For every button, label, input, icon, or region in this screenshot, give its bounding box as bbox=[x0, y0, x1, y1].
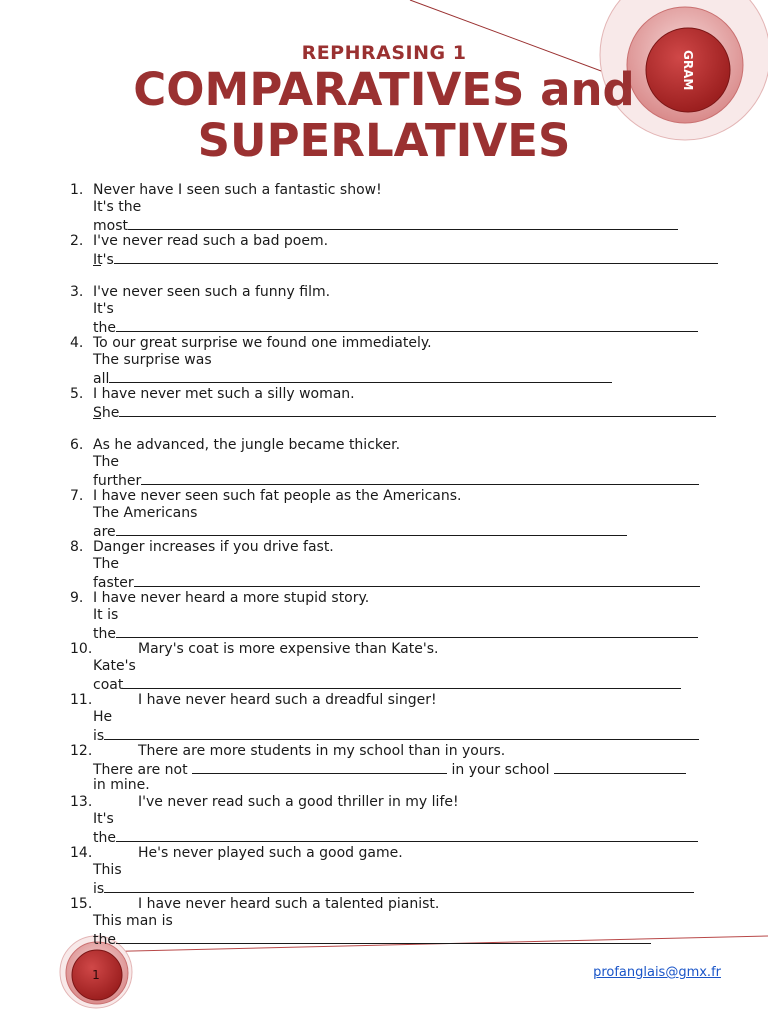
exercise-question: He's never played such a good game. bbox=[138, 845, 403, 861]
answer-prompt: all bbox=[93, 371, 110, 387]
exercise-question: I have never heard a more stupid story. bbox=[93, 590, 370, 606]
exercise-number: 15. bbox=[70, 896, 93, 912]
worksheet-title bbox=[0, 64, 768, 166]
exercise-question: Danger increases if you drive fast. bbox=[93, 539, 334, 555]
answer-prompt: Kate's bbox=[93, 658, 136, 674]
answer-prompt: is bbox=[93, 728, 105, 744]
exercise-number: 10. bbox=[70, 641, 93, 657]
answer-prompt: the bbox=[93, 830, 116, 846]
exercise-number: 9. bbox=[70, 590, 84, 606]
page-number: 1 bbox=[92, 968, 100, 982]
answer-line-wrap bbox=[93, 418, 101, 419]
answer-prompt: This man is bbox=[93, 913, 173, 929]
exercise-number: 8. bbox=[70, 539, 84, 555]
answer-line[interactable] bbox=[93, 930, 651, 949]
worksheet-subtitle: REPHRASING 1 bbox=[301, 42, 467, 64]
exercise-number: 3. bbox=[70, 284, 84, 300]
answer-prompt: There are not bbox=[93, 762, 188, 778]
exercise-question: I have never seen such fat people as the Americans. bbox=[93, 488, 462, 504]
answer-prompt: She bbox=[93, 405, 120, 421]
answer-prompt: It's bbox=[93, 811, 114, 827]
gram-badge-label: GRAM bbox=[681, 49, 695, 91]
exercise-number: 7. bbox=[70, 488, 84, 504]
exercise-question: I've never read such a bad poem. bbox=[93, 233, 329, 249]
exercise-number: 14. bbox=[70, 845, 93, 861]
exercise-question: I have never heard such a dreadful singer! bbox=[138, 692, 437, 708]
title-line-2: SUPERLATIVES bbox=[197, 114, 571, 167]
answer-prompt: It is bbox=[93, 607, 119, 623]
exercise-question: As he advanced, the jungle became thicker. bbox=[93, 437, 401, 453]
answer-prompt: faster bbox=[93, 575, 134, 591]
answer-prompt: The surprise was bbox=[93, 352, 212, 368]
answer-prompt: in your school bbox=[451, 762, 550, 778]
answer-prompt: coat bbox=[93, 677, 124, 693]
exercise-question: I've never seen such a funny film. bbox=[93, 284, 331, 300]
exercise-number: 12. bbox=[70, 743, 93, 759]
answer-prompt: the bbox=[93, 932, 116, 948]
answer-line[interactable] bbox=[93, 250, 718, 269]
answer-prompt: most bbox=[93, 218, 128, 234]
answer-prompt: He bbox=[93, 709, 113, 725]
answer-line-wrap bbox=[93, 265, 101, 266]
answer-prompt: It's bbox=[93, 301, 114, 317]
exercise-number: 13. bbox=[70, 794, 93, 810]
answer-prompt: further bbox=[93, 473, 142, 489]
answer-prompt: is bbox=[93, 881, 105, 897]
answer-prompt: It's the bbox=[93, 199, 142, 215]
answer-prompt: The bbox=[93, 556, 120, 572]
title-line-1: COMPARATIVES and bbox=[133, 63, 635, 116]
exercise-question: I have never met such a silly woman. bbox=[93, 386, 355, 402]
answer-line[interactable] bbox=[93, 760, 686, 779]
exercise-number: 6. bbox=[70, 437, 84, 453]
exercise-question: I have never heard such a talented pianist. bbox=[138, 896, 440, 912]
answer-prompt: It's bbox=[93, 252, 114, 268]
exercise-question: Never have I seen such a fantastic show! bbox=[93, 182, 382, 198]
exercise-question: To our great surprise we found one immediately. bbox=[93, 335, 432, 351]
answer-prompt: the bbox=[93, 320, 116, 336]
exercise-question: I've never read such a good thriller in my life! bbox=[138, 794, 459, 810]
answer-prompt: in mine. bbox=[93, 777, 150, 793]
exercise-number: 2. bbox=[70, 233, 84, 249]
exercise-number: 4. bbox=[70, 335, 84, 351]
exercise-number: 5. bbox=[70, 386, 84, 402]
exercise-question: Mary's coat is more expensive than Kate's. bbox=[138, 641, 439, 657]
email-link[interactable]: profanglais@gmx.fr bbox=[593, 965, 721, 980]
answer-prompt: are bbox=[93, 524, 116, 540]
answer-prompt: This bbox=[93, 862, 122, 878]
exercise-number: 1. bbox=[70, 182, 84, 198]
answer-prompt: The Americans bbox=[93, 505, 198, 521]
exercise-number: 11. bbox=[70, 692, 93, 708]
answer-prompt: the bbox=[93, 626, 116, 642]
answer-line[interactable] bbox=[93, 403, 716, 422]
exercise-question: There are more students in my school than in yours. bbox=[138, 743, 506, 759]
answer-prompt: The bbox=[93, 454, 120, 470]
